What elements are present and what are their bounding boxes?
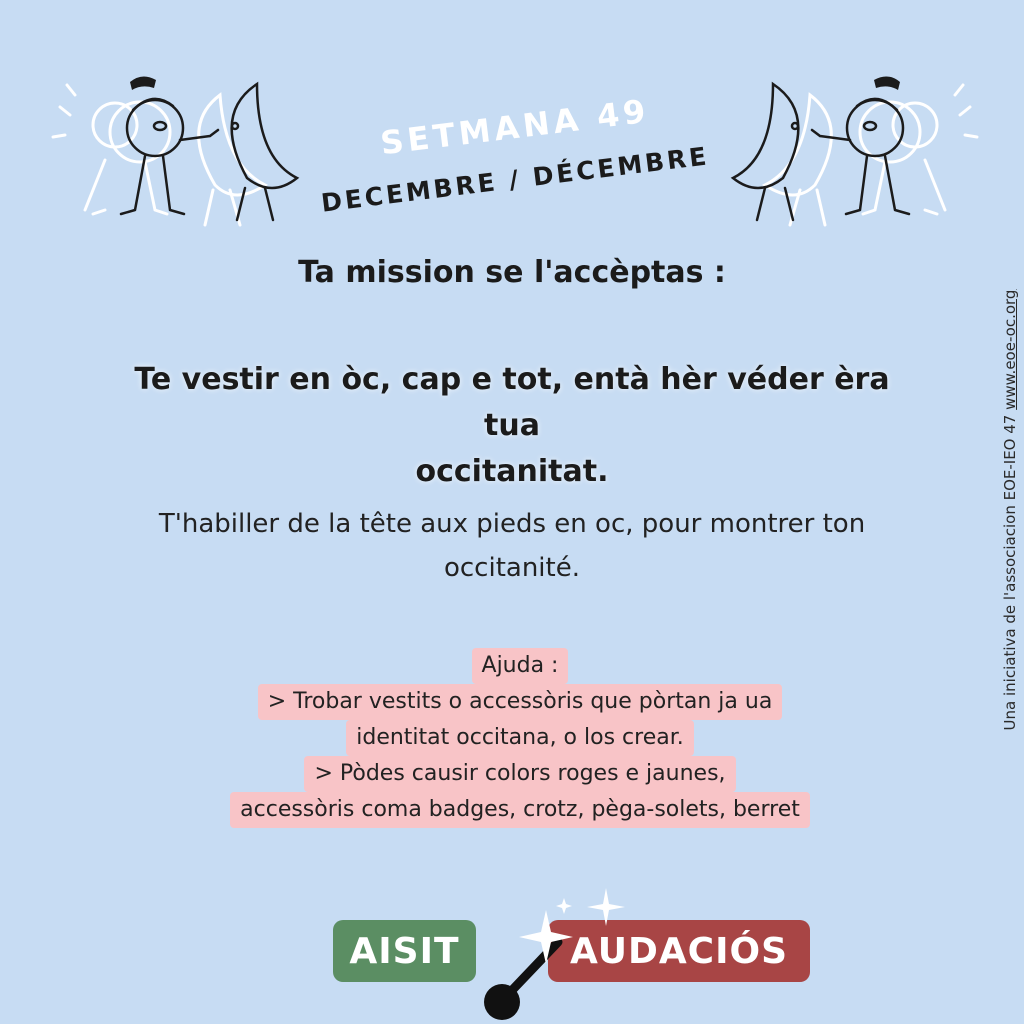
- help-line: > Trobar vestits o accessòris que pòrtan ja ua: [258, 684, 783, 720]
- easy-level-button[interactable]: AISIT: [333, 920, 476, 982]
- website-link[interactable]: www.eoe-oc.org: [1001, 289, 1019, 410]
- help-line: identitat occitana, o los crear.: [346, 720, 693, 756]
- mission-french-line: occitanité.: [443, 553, 580, 583]
- gauge-needle-icon: [478, 880, 628, 1024]
- sparkle-icon: [519, 888, 625, 964]
- sun-moon-left-icon: [45, 70, 305, 230]
- month-title: DECEMBRE / DÉCEMBRE: [319, 141, 711, 218]
- week-header: [300, 78, 730, 218]
- week-title: SETMANA 49: [378, 91, 652, 163]
- side-credit-text: Una iniciativa de l'associacion EOE-IEO 47: [1001, 409, 1019, 731]
- mission-french: [100, 502, 924, 590]
- mission-occitan: [112, 357, 912, 495]
- mission-occitan-line: Te vestir en òc, cap e tot, entà hèr véder èra tua: [134, 362, 890, 443]
- mission-occitan-line: occitanitat.: [415, 454, 609, 489]
- mission-title: Ta mission se l'accèptas :: [298, 255, 726, 290]
- help-line: accessòris coma badges, crotz, pèga-solets, berret: [230, 792, 810, 828]
- bold-level-button[interactable]: AUDACIÓS: [548, 920, 810, 982]
- mission-french-line: T'habiller de la tête aux pieds en oc, pour montrer ton: [158, 509, 866, 539]
- help-box: [170, 648, 870, 828]
- help-line: Ajuda :: [472, 648, 569, 684]
- side-credit: [1001, 290, 1019, 731]
- help-line: > Pòdes causir colors roges e jaunes,: [304, 756, 735, 792]
- sun-moon-right-icon: [725, 70, 985, 230]
